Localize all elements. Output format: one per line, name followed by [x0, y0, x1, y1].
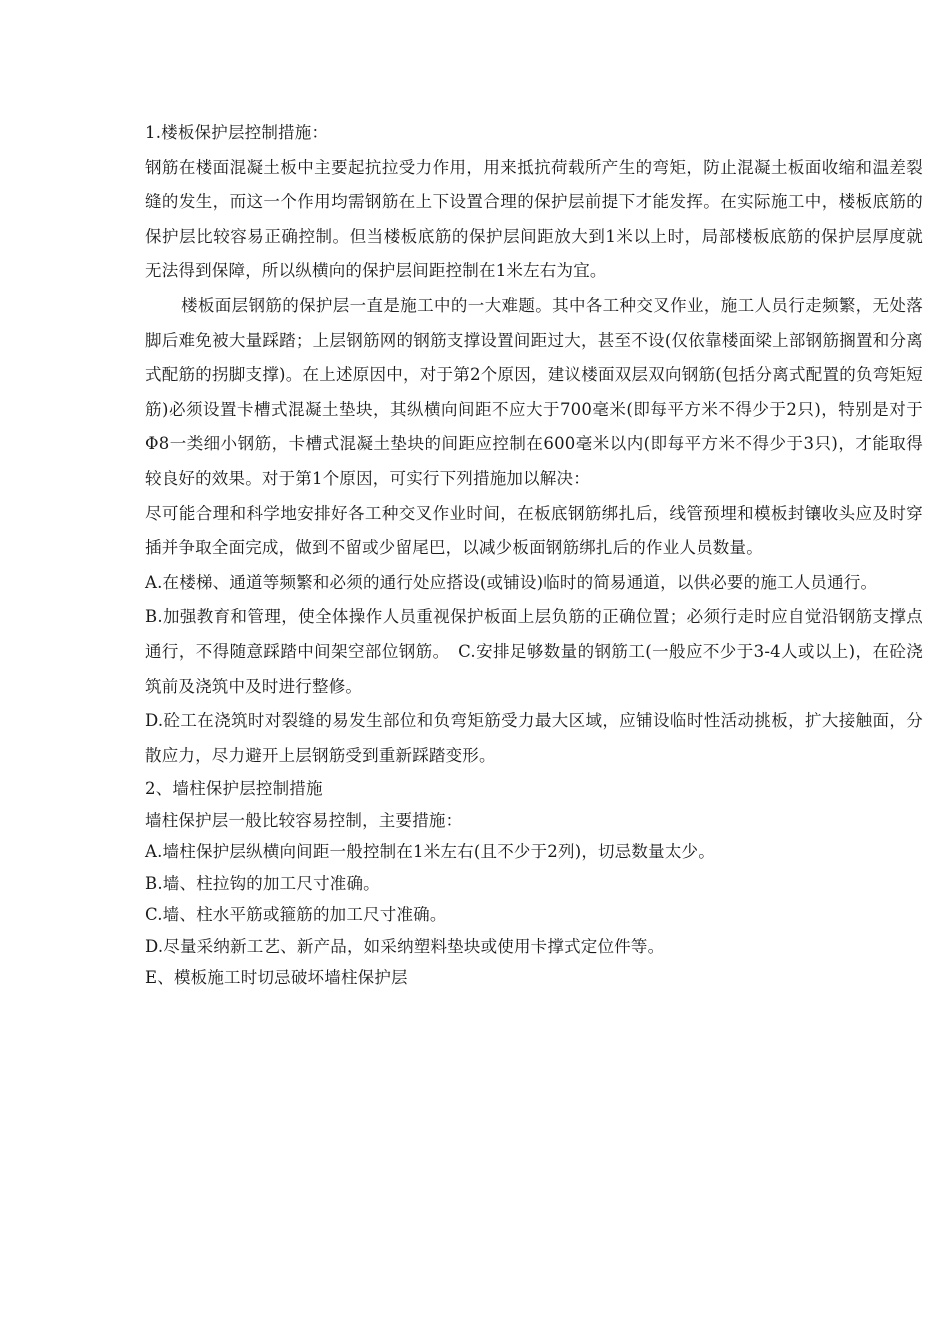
- section2-heading: 2、墙柱保护层控制措施: [145, 779, 323, 799]
- section1-heading: 1.楼板保护层控制措施：: [145, 123, 329, 142]
- section2-item-e: E、模板施工时切忌破坏墙柱保护层: [145, 968, 408, 988]
- section2-item-a: A.墙柱保护层纵横向间距一般控制在1米左右(且不少于2列)，切忌数量太少。: [145, 842, 715, 862]
- document-page: [145, 116, 923, 994]
- section2-item-c: C.墙、柱水平筋或箍筋的加工尺寸准确。: [145, 905, 447, 925]
- section1-item-d: D.砼工在浇筑时对裂缝的易发生部位和负弯矩筋受力最大区域，应铺设临时性活动挑板，扩大接触面，分散应力，尽力避开上层钢筋受到重新踩踏变形。: [145, 711, 923, 765]
- section1-paragraph-3: 尽可能合理和科学地安排好各工种交叉作业时间，在板底钢筋绑扎后，线管预埋和模板封镶收头应及时穿插并争取全面完成，做到不留或少留尾巴，以减少板面钢筋绑扎后的作业人员数量。: [145, 503, 923, 558]
- section1-item-a: A.在楼梯、通道等频繁和必须的通行处应搭设(或铺设)临时的简易通道，以供必要的施工人员通行。: [145, 572, 878, 592]
- section1-paragraph-1: 钢筋在楼面混凝土板中主要起抗拉受力作用，用来抵抗荷载所产生的弯矩，防止混凝土板面收缩和温差裂缝的发生，而这一个作用均需钢筋在上下设置合理的保护层前提下才能发挥。在实际施工中，楼板底筋的保护层比较容易正确控制。但当楼板底筋的保护层间距放大到1米以上时，局部楼板底筋的保护层厚度就无法得到保障，所以纵横向的保护层间距控制在1米左右为宜。: [145, 157, 923, 281]
- section2-intro: 墙柱保护层一般比较容易控制，主要措施：: [145, 810, 463, 830]
- section2-item-d: D.尽量采纳新工艺、新产品，如采纳塑料垫块或使用卡撑式定位件等。: [145, 936, 665, 956]
- section1-paragraph-2: 楼板面层钢筋的保护层一直是施工中的一大难题。其中各工种交叉作业，施工人员行走频繁，无处落脚后难免被大量踩踏；上层钢筋网的钢筋支撑设置间距过大，甚至不设(仅依靠楼面梁上部钢筋搁置和分离式配筋的拐脚支撑)。在上述原因中，对于第2个原因，建议楼面双层双向钢筋(包括分离式配置的负弯矩短筋)必须设置卡槽式混凝土垫块，其纵横向间距不应大于700毫米(即每平方米不得少于2只)，特别是对于 Φ8一类细小钢筋，卡槽式混凝土垫块的间距应控制在600毫米以内(即每平方米不得少于3只)，才能取得较良好的效果。对于第1个原因，可实行下列措施加以解决：: [145, 295, 923, 488]
- section1-item-b-c: B.加强教育和管理，使全体操作人员重视保护板面上层负筋的正确位置；必须行走时应自觉沿钢筋支撑点通行，不得随意踩踏中间架空部位钢筋。 C.安排足够数量的钢筋工(一般应不少于3-4人或以上)，在砼浇筑前及浇筑中及时进行整修。: [145, 607, 923, 696]
- section2-item-b: B.墙、柱拉钩的加工尺寸准确。: [145, 873, 380, 893]
